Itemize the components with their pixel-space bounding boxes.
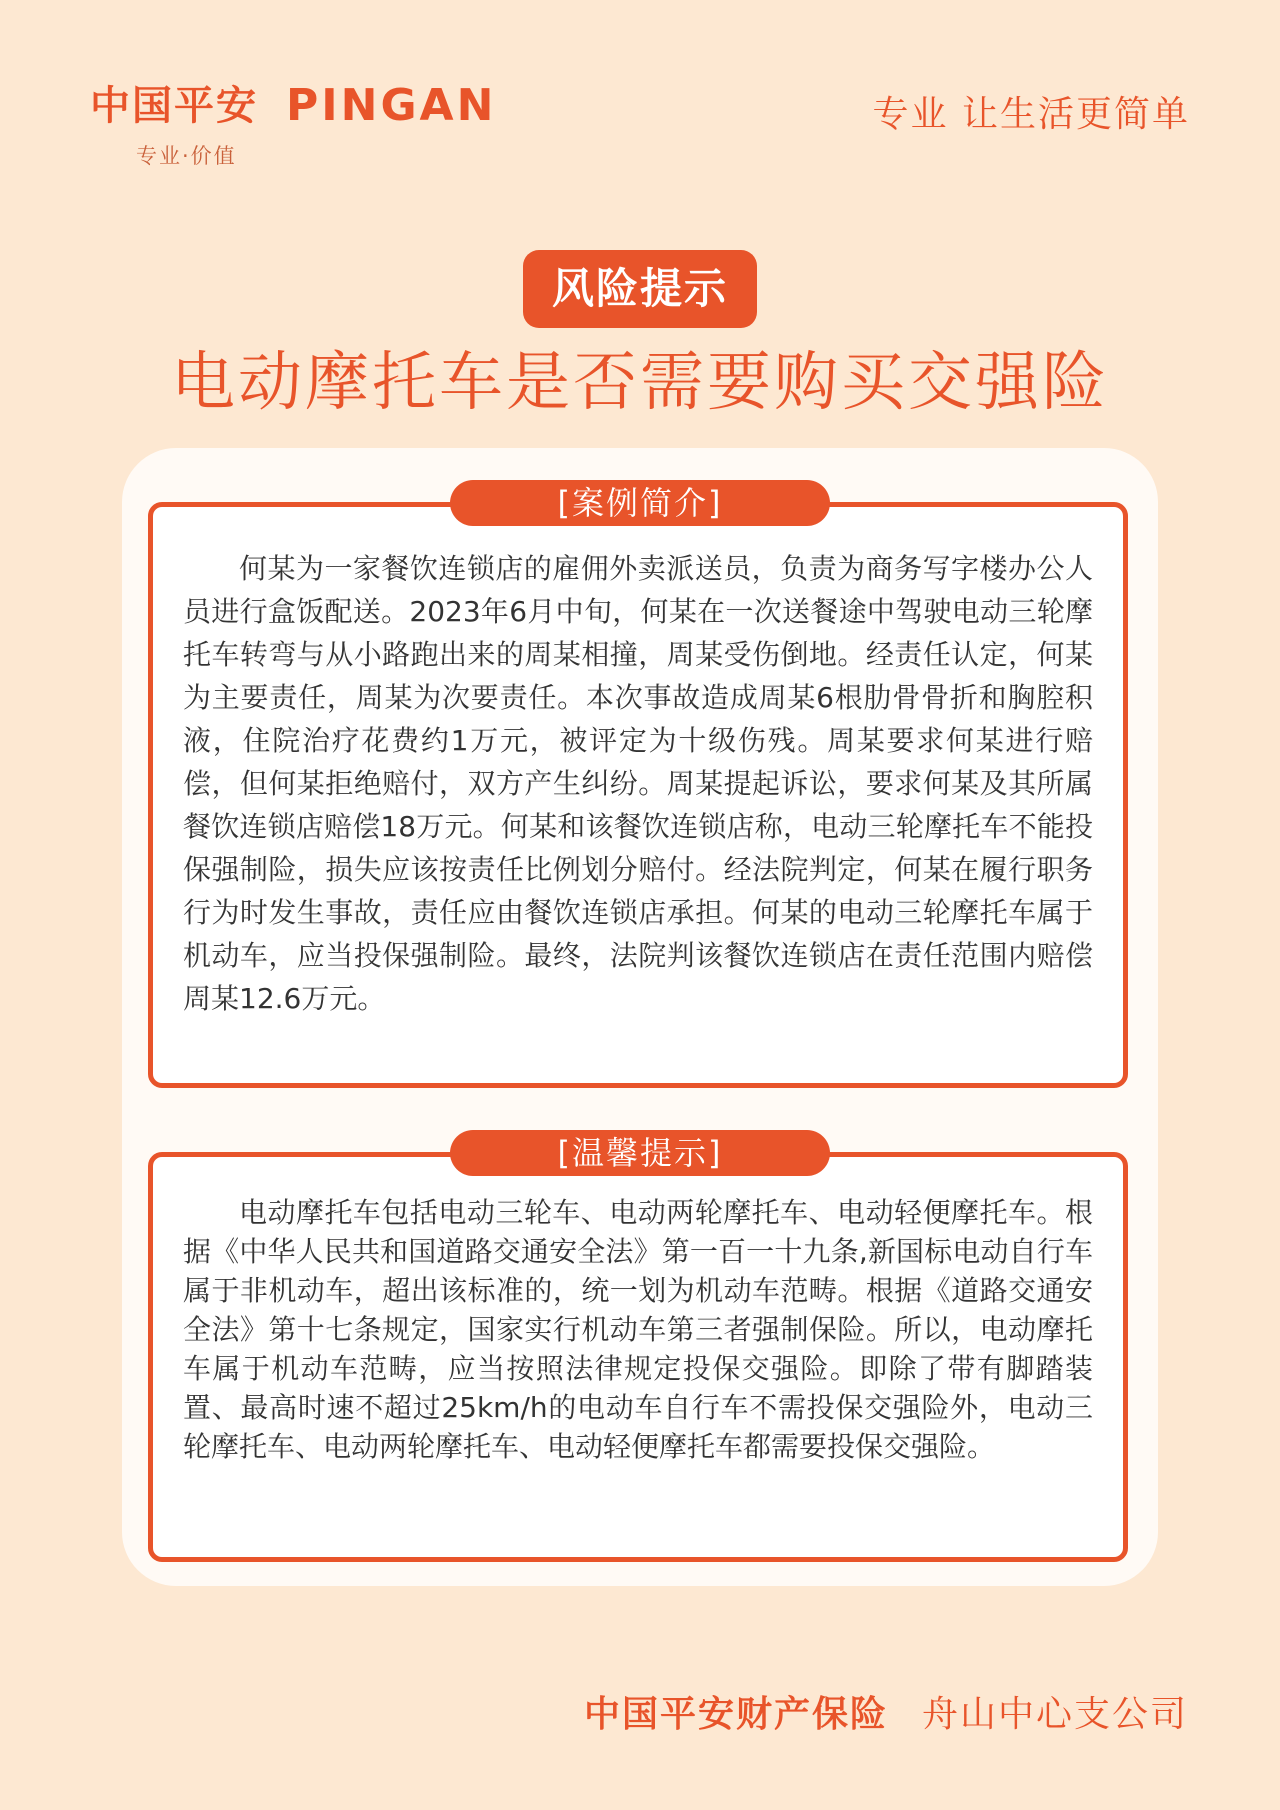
footer-company: 中国平安财产保险 (583, 1694, 888, 1735)
slogan: 专业 让生活更简单 (872, 94, 1190, 135)
tip-box (148, 1152, 1128, 1562)
tip-text: 电动摩托车包括电动三轮车、电动两轮摩托车、电动轻便摩托车。根据《中华人民共和国道路交通安全法》第一百一十九条,新国标电动自行车属于非机动车，超出该标准的，统一划为机动车范畴。根据《道路交通安全法》第十七条规定，国家实行机动车第三者强制保险。所以，电动摩托车属于机动车范畴，应当按照法律规定投保交强险。即除了带有脚踏装置、最高时速不超过25km/h的电动车自行车不需投保交强险外，电动三轮摩托车、电动两轮摩托车、电动轻便摩托车都需要投保交强险。 (183, 1196, 1093, 1463)
case-section-label: [案例简介] (450, 480, 830, 526)
brand-tagline: 专业·价值 (136, 144, 237, 168)
risk-badge: 风险提示 (523, 250, 757, 328)
footer (584, 1686, 1188, 1737)
page-title: 电动摩托车是否需要购买交强险 (171, 346, 1109, 420)
tip-section-label: [温馨提示] (450, 1130, 830, 1176)
brand-name-cn: 中国平安 (90, 83, 258, 129)
brand-logo (90, 82, 496, 170)
brand-name-en: PINGAN (286, 80, 497, 131)
case-box (148, 502, 1128, 1088)
case-text: 何某为一家餐饮连锁店的雇佣外卖派送员，负责为商务写字楼办公人员进行盒饭配送。2023年6月中旬，何某在一次送餐途中驾驶电动三轮摩托车转弯与从小路跑出来的周某相撞，周某受伤倒地。经责任认定，何某为主要责任，周某为次要责任。本次事故造成周某6根肋骨骨折和胸腔积液，住院治疗花费约1万元，被评定为十级伤残。周某要求何某进行赔偿，但何某拒绝赔付，双方产生纠纷。周某提起诉讼，要求何某及其所属餐饮连锁店赔偿18万元。何某和该餐饮连锁店称，电动三轮摩托车不能投保强制险，损失应该按责任比例划分赔付。经法院判定，何某在履行职务行为时发生事故，责任应由餐饮连锁店承担。何某的电动三轮摩托车属于机动车，应当投保强制险。最终，法院判该餐饮连锁店在责任范围内赔偿周某12.6万元。 (183, 552, 1093, 1015)
footer-branch: 舟山中心支公司 (921, 1694, 1188, 1735)
